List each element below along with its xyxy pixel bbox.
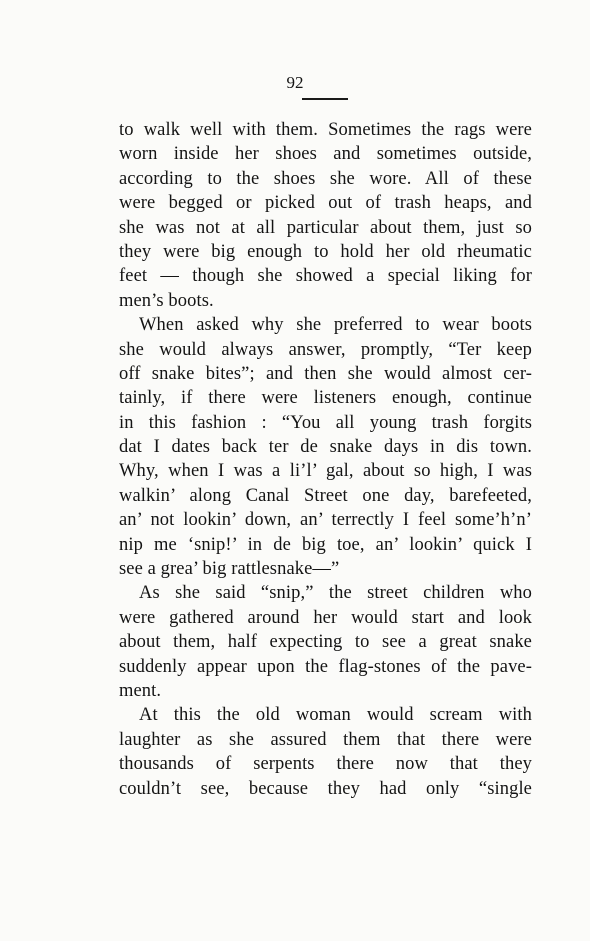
text-line: were begged or picked out of trash heaps, and <box>119 193 532 214</box>
paragraph <box>119 313 532 581</box>
text-line: in this fashion : “You all young trash forgits <box>119 412 532 433</box>
text-line: worn inside her shoes and sometimes outside, <box>119 144 532 165</box>
page-number: 92 <box>286 73 304 92</box>
paragraph <box>119 581 532 703</box>
text-line: see a grea’ big rattlesnake—” <box>119 559 340 580</box>
text-line: about them, half expecting to see a great snake <box>119 632 532 653</box>
text-line: were gathered around her would start and look <box>119 607 532 628</box>
body-text <box>119 118 532 801</box>
text-line: couldn’t see, because they had only “single <box>119 778 532 799</box>
page-number-rule <box>302 98 348 100</box>
text-line: tainly, if there were listeners enough, continue <box>119 388 532 409</box>
text-line: walkin’ along Canal Street one day, barefeeted, <box>119 485 532 506</box>
text-line: men’s boots. <box>119 290 214 311</box>
text-line: Why, when I was a li’l’ gal, about so high, I was <box>119 461 532 482</box>
paragraph <box>119 118 532 313</box>
text-line: they were big enough to hold her old rheumatic <box>119 241 532 262</box>
text-line: dat I dates back ter de snake days in dis town. <box>119 437 532 458</box>
text-line: At this the old woman would scream with <box>139 705 532 726</box>
text-line: ment. <box>119 680 162 701</box>
text-line: according to the shoes she wore. All of these <box>119 168 532 189</box>
text-line: she was not at all particular about them, just so <box>119 217 532 238</box>
text-line: feet — though she showed a special liking for <box>119 266 532 287</box>
paragraph <box>119 703 532 801</box>
text-line: she would always answer, promptly, “Ter keep <box>119 339 532 360</box>
text-line: off snake bites”; and then she would almost cer- <box>119 363 532 384</box>
text-line: laughter as she assured them that there were <box>119 729 532 750</box>
text-line: As she said “snip,” the street children who <box>139 583 532 604</box>
text-line: nip me ‘snip!’ in de big toe, an’ lookin’ quick I <box>119 534 532 555</box>
text-line: When asked why she preferred to wear boots <box>139 315 532 336</box>
text-line: to walk well with them. Sometimes the rags were <box>119 120 532 140</box>
text-line: suddenly appear upon the flag-stones of the pave- <box>119 656 532 677</box>
text-line: an’ not lookin’ down, an’ terrectly I feel some’h’n’ <box>119 510 532 531</box>
text-line: thousands of serpents there now that they <box>119 754 532 775</box>
